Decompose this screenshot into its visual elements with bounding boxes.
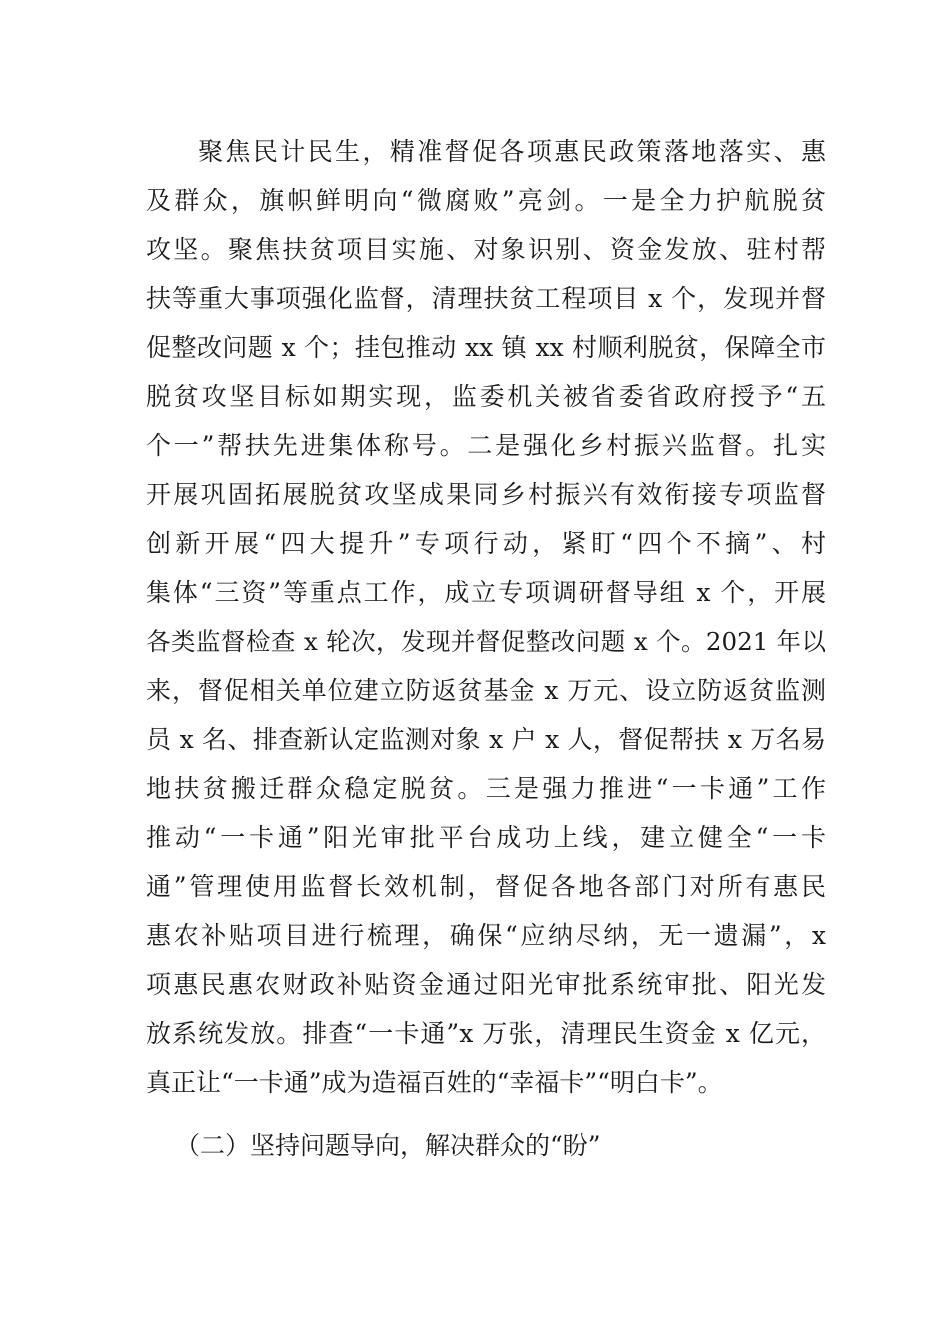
paragraph-line: 及群众，旗帜鲜明向“微腐败”亮剑。一是全力护航脱贫: [146, 186, 826, 215]
paragraph-line: 推动“一卡通”阳光审批平台成功上线，建立健全“一卡: [146, 823, 826, 852]
paragraph-line: 集体“三资”等重点工作，成立专项调研督导组 x 个，开展: [146, 578, 826, 607]
paragraph-line: 通”管理使用监督长效机制，督促各地各部门对所有惠民: [146, 872, 826, 901]
paragraph-line: 各类监督检查 x 轮次，发现并督促整改问题 x 个。2021 年以: [146, 627, 826, 656]
paragraph-line: 来，督促相关单位建立防返贫基金 x 万元、设立防返贫监测: [146, 676, 826, 705]
paragraph-line: 项惠民惠农财政补贴资金通过阳光审批系统审批、阳光发: [146, 970, 826, 999]
paragraph-line: 攻坚。聚焦扶贫项目实施、对象识别、资金发放、驻村帮: [146, 235, 826, 264]
paragraph-line: 创新开展“四大提升”专项行动，紧盯“四个不摘”、村: [146, 529, 826, 558]
paragraph-line: 脱贫攻坚目标如期实现，监委机关被省委省政府授予“五: [146, 382, 826, 411]
paragraph-line: 员 x 名、排查新认定监测对象 x 户 x 人，督促帮扶 x 万名易: [146, 725, 826, 754]
paragraph-line: 真正让“一卡通”成为造福百姓的“幸福卡”“明白卡”。: [146, 1068, 723, 1097]
paragraph-line: 聚焦民计民生，精准督促各项惠民政策落地落实、惠: [198, 137, 826, 166]
section-heading: （二）坚持问题导向，解决群众的“盼”: [175, 1131, 601, 1160]
paragraph-line: 惠农补贴项目进行梳理，确保“应纳尽纳，无一遗漏”，x: [146, 921, 826, 950]
paragraph-line: 扶等重大事项强化监督，清理扶贫工程项目 x 个，发现并督: [146, 284, 826, 313]
paragraph-line: 促整改问题 x 个；挂包推动 xx 镇 xx 村顺利脱贫，保障全市: [146, 333, 826, 362]
paragraph-line: 放系统发放。排查“一卡通”x 万张，清理民生资金 x 亿元，: [146, 1019, 826, 1048]
paragraph-line: 开展巩固拓展脱贫攻坚成果同乡村振兴有效衔接专项监督: [146, 480, 826, 509]
paragraph-line: 个一”帮扶先进集体称号。二是强化乡村振兴监督。扎实: [146, 431, 826, 460]
paragraph-line: 地扶贫搬迁群众稳定脱贫。三是强力推进“一卡通”工作: [146, 774, 826, 803]
